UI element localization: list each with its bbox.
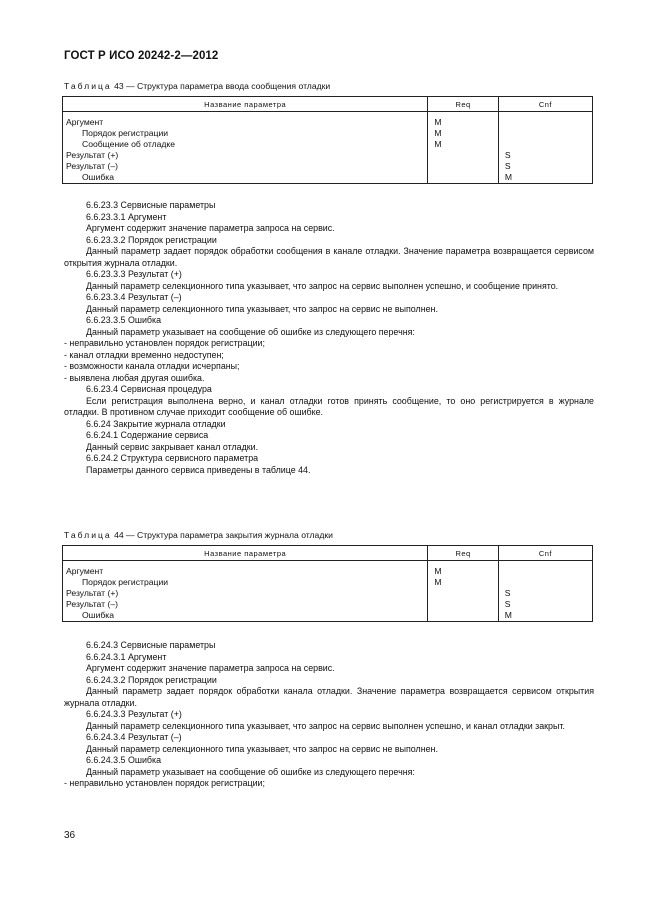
paragraph: 6.6.23.3.1 Аргумент: [86, 211, 167, 222]
paragraph: - выявлена любая другая ошибка.: [64, 372, 205, 383]
paragraph: Данный параметр задает порядок обработки канала отладки. Значение параметра возвращается сервисом открытия журнала отладки.: [64, 686, 594, 708]
param-name-cell: Аргумент: [66, 117, 104, 127]
table-43-body-row: [63, 117, 593, 184]
req-cell: M: [434, 117, 442, 127]
table-44-header-name: Название параметра: [63, 546, 428, 561]
param-name-cell: Ошибка: [82, 610, 115, 620]
text-block-1: [64, 200, 594, 476]
paragraph: 6.6.23.3.3 Результат (+): [86, 269, 182, 279]
table-44-cnf-column: [498, 566, 592, 622]
cnf-cell: M: [504, 172, 512, 182]
req-cell: M: [434, 139, 442, 149]
table-43-caption-word: Таблица: [64, 81, 112, 91]
req-cell: [428, 610, 497, 621]
page-number: 36: [64, 830, 76, 841]
paragraph: Данный параметр селекционного типа указывает, что запрос на сервис выполнен успешно, и сообщение принято.: [86, 280, 559, 291]
table-43-header-name: Название параметра: [63, 97, 428, 112]
param-name-cell: Ошибка: [82, 172, 115, 182]
table-44-header-cnf: Cnf: [498, 546, 592, 561]
req-cell: [428, 150, 497, 161]
table-44-header-req: Req: [428, 546, 498, 561]
param-name-cell: Порядок регистрации: [82, 577, 169, 587]
table-43-header-req: Req: [428, 97, 498, 112]
table-43-header-row: [63, 97, 593, 112]
paragraph: 6.6.23.3.5 Ошибка: [86, 315, 162, 325]
param-name-cell: Результат (–): [66, 161, 118, 171]
cnf-cell: S: [504, 150, 511, 160]
paragraph: Данный параметр селекционного типа указывает, что запрос на сервис не выполнен.: [86, 303, 438, 314]
table-44-caption-text: 44 — Структура параметра закрытия журнала отладки: [111, 530, 333, 540]
paragraph: 6.6.24.3.5 Ошибка: [86, 755, 162, 765]
paragraph: 6.6.23.3 Сервисные параметры: [86, 200, 216, 210]
paragraph: 6.6.24.3 Сервисные параметры: [86, 640, 216, 650]
text-block-2: [64, 640, 594, 790]
paragraph: Данный параметр задает порядок обработки сообщения в канале отладки. Значение параметра возвращается сервисом открытия журнала отладки.: [64, 246, 594, 268]
document-header: ГОСТ Р ИСО 20242-2—2012: [64, 50, 219, 62]
paragraph: 6.6.24.3.2 Порядок регистрации: [86, 674, 217, 685]
table-44-body-row: [63, 566, 593, 622]
paragraph: Данный параметр указывает на сообщение об ошибке из следующего перечня:: [86, 766, 415, 777]
paragraph: 6.6.24.2 Структура сервисного параметра: [86, 453, 259, 463]
table-43-req-column: [428, 117, 498, 184]
table-44-caption: [64, 530, 333, 540]
cnf-cell: M: [504, 610, 512, 620]
table-44-req-column: [428, 566, 498, 622]
req-cell: [428, 161, 497, 172]
table-43: [62, 96, 593, 184]
cnf-cell: [499, 566, 592, 577]
param-name-cell: Результат (+): [66, 588, 119, 598]
paragraph: 6.6.24.3.4 Результат (–): [86, 732, 182, 742]
cnf-cell: S: [504, 599, 511, 609]
paragraph: Данный параметр указывает на сообщение об ошибке из следующего перечня:: [86, 326, 415, 337]
req-cell: M: [434, 128, 442, 138]
table-43-caption: [64, 81, 330, 91]
param-name-cell: Результат (+): [66, 150, 119, 160]
param-name-cell: Порядок регистрации: [82, 128, 169, 138]
paragraph: Аргумент содержит значение параметра запроса на сервис.: [86, 223, 335, 233]
table-44-header-row: [63, 546, 593, 561]
paragraph: 6.6.24.3.3 Результат (+): [86, 709, 182, 719]
paragraph: Данный параметр селекционного типа указывает, что запрос на сервис выполнен успешно, и канал отладки закрыт.: [86, 720, 565, 731]
paragraph: Параметры данного сервиса приведены в таблице 44.: [86, 464, 311, 475]
req-cell: M: [434, 577, 442, 587]
table-43-caption-text: 43 — Структура параметра ввода сообщения отладки: [111, 81, 331, 91]
req-cell: [428, 172, 497, 183]
cnf-cell: [499, 139, 592, 150]
paragraph: 6.6.23.3.4 Результат (–): [86, 292, 182, 302]
table-43-name-column: [63, 117, 428, 184]
paragraph: Данный сервис закрывает канал отладки.: [86, 441, 259, 452]
table-43-header-cnf: Cnf: [498, 97, 592, 112]
req-cell: M: [434, 566, 442, 576]
paragraph: - неправильно установлен порядок регистрации;: [64, 778, 265, 788]
table-44-caption-word: Таблица: [64, 530, 112, 540]
req-cell: [428, 599, 497, 610]
paragraph: - канал отладки временно недоступен;: [64, 349, 224, 360]
paragraph: 6.6.24.3.1 Аргумент: [86, 651, 167, 662]
cnf-cell: [499, 117, 592, 128]
table-43-cnf-column: [498, 117, 592, 184]
param-name-cell: Результат (–): [66, 599, 118, 609]
paragraph: 6.6.24.1 Содержание сервиса: [86, 430, 209, 440]
paragraph: - возможности канала отладки исчерпаны;: [64, 361, 240, 371]
cnf-cell: [499, 128, 592, 139]
table-44-name-column: [63, 566, 428, 622]
req-cell: [428, 588, 497, 599]
cnf-cell: S: [504, 588, 511, 598]
paragraph: Если регистрация выполнена верно, и канал отладки готов принять сообщение, то оно регистрируется в журнале отладки. В противном случае приходит сообщение об ошибке.: [64, 395, 594, 417]
param-name-cell: Сообщение об отладке: [82, 139, 176, 149]
table-44: [62, 545, 593, 622]
paragraph: Данный параметр селекционного типа указывает, что запрос на сервис не выполнен.: [86, 743, 438, 754]
cnf-cell: S: [504, 161, 511, 171]
paragraph: Аргумент содержит значение параметра запроса на сервис.: [86, 663, 335, 673]
paragraph: - неправильно установлен порядок регистрации;: [64, 338, 265, 348]
param-name-cell: Аргумент: [66, 566, 104, 576]
paragraph: 6.6.23.4 Сервисная процедура: [86, 384, 212, 394]
paragraph: 6.6.24 Закрытие журнала отладки: [86, 418, 226, 429]
cnf-cell: [499, 577, 592, 588]
paragraph: 6.6.23.3.2 Порядок регистрации: [86, 234, 217, 245]
